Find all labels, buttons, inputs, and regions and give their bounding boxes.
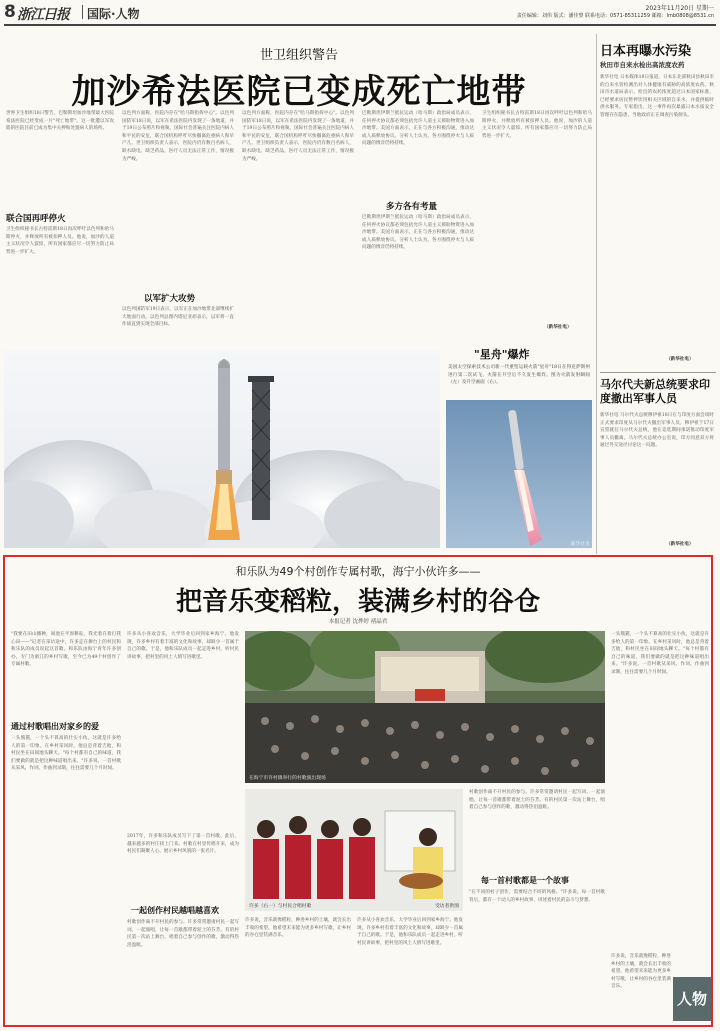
article-headline: 加沙希法医院已变成死亡地带 bbox=[71, 72, 527, 112]
rocket-caption-text: 美国太空探索技术公司新一代重型运载火箭"星舟"18日在得克萨斯州进行第二次试飞，火箭在升空后不久发生爆炸。图为火箭发射瞬间（左）及升空画面（右）。 bbox=[448, 365, 590, 386]
page-number: 8 bbox=[4, 2, 16, 22]
feature-paragraph-7: 村歌创作离不开村民的参与。许多常常邀请村民一起写词、一起演唱，让每一首歌都带着泥土的芬芳。有的村民第一次站上舞台，唱着自己参与创作的歌，激动得热泪盈眶。 bbox=[469, 790, 605, 811]
lead-paragraph: 世界卫生组织18日警告，巴勒斯坦加沙地带最大医院希法医院已经变成一片"死亡地带"。这一批遭以军攻陷的医院目前已成为集中关押和处置病人的场所。 bbox=[6, 111, 114, 132]
water-article-headline: 日本再曝水污染 bbox=[600, 44, 692, 59]
feature-kicker: 和乐队为49个村创作专属村歌，海宁小伙许多—— bbox=[235, 565, 481, 578]
paragraph-body-4: 卫生组织秘书长古特雷斯18日再次呼吁以色列和哈马斯停火，并释放所有被扣押人员。他说，加沙的人道主义状况令人震惊，所有国家都应尽一切努力防止局势进一步扩大。 bbox=[482, 111, 592, 139]
rocket-ascent-photo bbox=[446, 400, 592, 548]
feature-paragraph-4: 村歌创作离不开村民的参与。许多常常邀请村民一起写词、一起演唱，让每一首歌都带着泥土的芬芳。有的村民第一次站上舞台，唱着自己参与创作的歌，激动得热泪盈眶。 bbox=[127, 920, 239, 948]
feature-paragraph-2: 许多从小喜欢音乐，大学毕业后回到家乡海宁。他发现，许多乡村有着丰富的文化和故事，却缺少一首属于自己的歌。于是，他和乐队成员一起走进乡村，听村民讲故事，把村里的风土人情写进歌里。 bbox=[127, 632, 239, 660]
feature-subhead-co-creation: 一起创作村民越唱越喜欢 bbox=[131, 906, 219, 915]
masthead bbox=[0, 0, 720, 26]
paper-name: 浙江日报 bbox=[17, 7, 69, 23]
people-section-tag: 人物 bbox=[673, 977, 711, 1021]
article-source: （新华社电） bbox=[544, 325, 572, 330]
top-article bbox=[4, 34, 594, 344]
rocket-photo-credit: 新华社发 bbox=[570, 542, 590, 547]
feature-paragraph-10: 许多说，音乐就像稻粒，种进乡村的土壤，就会长出丰收的希望。他希望未来能为更多乡村写歌，让乡村的谷仓里装满音乐。 bbox=[611, 954, 671, 990]
rocket-launch-illustration bbox=[4, 350, 440, 548]
rocket-caption-title: "星舟"爆炸 bbox=[474, 348, 530, 361]
paragraph-body-3: 巴勒斯坦伊斯兰抵抗运动（哈马斯）政治局成员表示，任何停火协议都必须包括允许人道主义援助物资进入加沙地带。美国方面表示，正在与各方积极沟通，推动达成人质释放协议。分析人士认为，各方围绕停火与人质问题的博弈仍将持续。 bbox=[362, 111, 474, 147]
feature-paragraph-5: 许多说，音乐就像稻粒，种进乡村的土壤，就会长出丰收的希望。他希望未来能为更多乡村写歌，让乡村的谷仓里装满音乐。 bbox=[245, 918, 351, 939]
paragraph-body-2: 以色列方面称，医院内存在"哈马斯指挥中心"。以色列国防军18日说，以军在希法医院内发现了一条地道，并于19日公布照片和视频。国际社会普遍关注医院内病人和平民的安危，联合国机构呼吁尽快撤离危重病人和早产儿。世卫组织负责人表示，医院内仍有数百名病人，缺水缺电、缺乏药品，医疗人员无法正常工作，情况极为严峻。 bbox=[242, 111, 354, 162]
feature-headline: 把音乐变稻粒，装满乡村的谷仓 bbox=[175, 587, 540, 617]
feature-paragraph-8: "在不同的村子创作，需要结合不同的风格。"许多说。每一首村歌背后，都有一个动人的乡村故事，讲述着村民的奋斗与梦想。 bbox=[469, 890, 605, 903]
choir-photo-credit: 受访者供图 bbox=[435, 904, 459, 909]
choir-photo bbox=[245, 789, 463, 911]
feature-paragraph-6: 许多从小喜欢音乐，大学毕业后回到家乡海宁。他发现，许多乡村有着丰富的文化和故事，却缺少一首属于自己的歌。于是，他和乐队成员一起走进乡村，听村民讲故事，把村里的风土人情写进歌里。 bbox=[357, 918, 463, 946]
editor-info: 责任编辑：刘伟 版式：潘佳黎 联系电话：0571-85311259 邮箱：lmb0808@8531.cn bbox=[516, 13, 714, 19]
village-concert-illustration bbox=[245, 631, 605, 783]
choir-photo-caption: 许多（右一）与村民合唱村歌 bbox=[249, 904, 312, 909]
concert-photo-caption: 在海宁市许村镇举行的村歌演出现场 bbox=[249, 776, 326, 781]
subhead-israel-offensive: 以军扩大攻势 bbox=[144, 294, 196, 304]
maldives-article-source: （新华社电） bbox=[666, 542, 694, 547]
subhead-un-ceasefire: 联合国再呼停火 bbox=[6, 214, 66, 224]
paragraph-un: 卫生组织秘书长古特雷斯18日再次呼吁以色列和哈马斯停火，并释放所有被扣押人员。他说，加沙的人道主义状况令人震惊，所有国家都应尽一切努力防止局势进一步扩大。 bbox=[6, 227, 114, 255]
masthead-divider bbox=[82, 5, 83, 19]
feature-paragraph-3: 2017年，许多和乐队成员写下了第一首村歌。此后，越来越多的村庄找上门来。村歌在村里传唱开来，成为村民们凝聚人心、展示乡村风貌的一张名片。 bbox=[127, 834, 239, 855]
article-kicker: 世卫组织警告 bbox=[259, 48, 338, 63]
feature-paragraph-1: 一头熊猫，一个头不算高的壮实小伙，这就是许多给人的第一印象。在乡村采风时，他总是背着吉他，和村民坐在田间地头聊天。"每个村都有自己的味道，我们要做的就是把这种味道唱出来。"许多说。一首村歌从采风、作词、作曲到录制，往往需要几个月时间。 bbox=[11, 736, 121, 772]
water-article-source: （新华社电） bbox=[666, 357, 694, 362]
right-section-rule bbox=[600, 372, 716, 373]
rocket-caption-block bbox=[446, 350, 592, 398]
feature-paragraph-9: 一头熊猫，一个头不算高的壮实小伙，这就是许多给人的第一印象。在乡村采风时，他总是背着吉他，和村民坐在田间地头聊天。"每个村都有自己的味道，我们要做的就是把这种味道唱出来。"许多说。一首村歌从采风、作词、作曲到录制，往往需要几个月时间。 bbox=[611, 632, 709, 675]
maldives-article-headline: 马尔代夫新总统要求印度撤出军事人员 bbox=[600, 378, 710, 405]
section-name: 国际·人物 bbox=[87, 7, 140, 21]
subhead-various-parties: 多方各有考量 bbox=[386, 202, 438, 212]
feature-article-frame bbox=[3, 555, 713, 1027]
water-article-body: 新华社电 日本媒体19日报道，日本东北部秋田县秋田市的自来水管检测出对人体健康有威胁的高浓度农药。秋田市水道局表示，检出的农药浓度超过日本国家标准，已经要求居民暂停饮用相关区域的自来水，并提供临时供水服务。专家指出，这一事件再次暴露日本水质安全管理存在隐患，当地政府正在调查污染源头。 bbox=[600, 75, 714, 118]
feature-subhead-every-song: 每一首村歌都是一个故事 bbox=[481, 876, 569, 885]
rocket-ascent-illustration bbox=[446, 400, 592, 548]
feature-byline: 本报记者 沈烨婷 褚晶君 bbox=[328, 619, 388, 625]
paragraph-parties: 巴勒斯坦伊斯兰抵抗运动（哈马斯）政治局成员表示，任何停火协议都必须包括允许人道主义援助物资进入加沙地带。美国方面表示，正在与各方积极沟通，推动达成人质释放协议。分析人士认为，各方围绕停火与人质问题的博弈仍将持续。 bbox=[362, 215, 474, 251]
concert-photo bbox=[245, 631, 605, 783]
water-article-subtitle: 秋田市自来水检出高浓度农药 bbox=[600, 61, 685, 69]
paragraph-israel: 以色列国防军19日表示，以军正在加沙地带北部继续扩大地面行动。以色列总理内塔尼亚胡表示，以军将一直作战直到实现全部目标。 bbox=[122, 307, 234, 328]
rocket-launch-photo bbox=[4, 350, 440, 548]
masthead-rule bbox=[4, 24, 716, 26]
right-article-maldives bbox=[600, 376, 716, 552]
right-article-water bbox=[600, 36, 716, 366]
paragraph-body-1: 以色列方面称，医院内存在"哈马斯指挥中心"。以色列国防军18日说，以军在希法医院内发现了一条地道，并于19日公布照片和视频。国际社会普遍关注医院内病人和平民的安危，联合国机构呼吁尽快撤离危重病人和早产儿。世卫组织负责人表示，医院内仍有数百名病人，缺水缺电、缺乏药品，医疗人员无法正常工作，情况极为严峻。 bbox=[122, 111, 234, 162]
right-column-divider bbox=[596, 34, 597, 554]
feature-intro: "我要在田山播种，间池在平原耕耘，我光着在着打我心田——"记者在采访途中，许多走在舞台上的村民和和乐队的成员说起这首歌。和乐队由海宁青年许多创办，专门为浙江的乡村写歌，至今已为49个村创作了专属村歌。 bbox=[11, 632, 121, 668]
maldives-article-body: 新华社电 马尔代夫总统穆伊祖18日在与印度方面会谈时正式要求印度从马尔代夫撤出军事人员。穆伊祖于17日宣誓就任马尔代夫总统，他在竞选期间承诺推动印度军事人员撤离。马尔代夫总统办公室说，印方同意双方将通过外交途径讨论这一问题。 bbox=[600, 413, 714, 449]
choir-illustration bbox=[245, 789, 463, 911]
edition-date: 2023年11月20日 星期一 bbox=[645, 5, 714, 12]
feature-subhead-village-songs: 通过村歌唱出对家乡的爱 bbox=[11, 722, 99, 731]
